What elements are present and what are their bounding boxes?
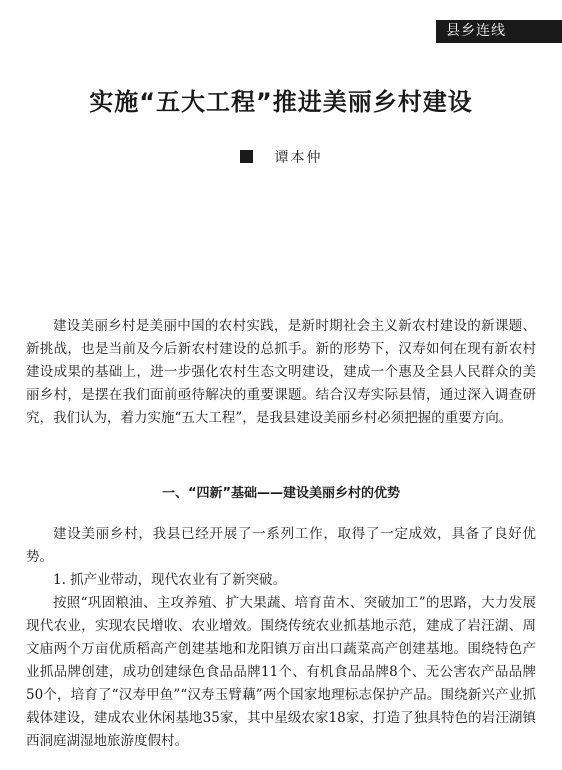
square-bullet-icon xyxy=(240,150,253,163)
intro-paragraph-block xyxy=(26,315,536,430)
section-body xyxy=(26,523,536,753)
author-line xyxy=(0,147,562,167)
section-heading: 一、“四新”基础——建设美丽乡村的优势 xyxy=(161,486,401,501)
intro-paragraph: 建设美丽乡村是美丽中国的农村实践，是新时期社会主义新农村建设的新课题、新挑战，也是当前及今后新农村建设的总抓手。新的形势下，汉寿如何在现有新农村建设成果的基础上，进一步强化农村生态文明建设，建成一个惠及全县人民群众的美丽乡村，是摆在我们面前亟待解决的重要课题。结合汉寿实际县情，通过深入调查研究，我们认为，着力实施“五大工程”，是我县建设美丽乡村必须把握的重要方向。 xyxy=(26,318,536,426)
body-paragraph: 按照“巩固粮油、主攻养殖、扩大果蔬、培育苗木、突破加工”的思路，大力发展现代农业，实现农民增收、农业增效。围绕传统农业抓基地示范，建成了岩汪湖、周文庙两个万亩优质稻高产创建基地和龙阳镇万亩出口蔬菜高产创建基地。围绕特色产业抓品牌创建，成功创建绿色食品品牌11个、有机食品品牌8个、无公害农产品品牌50个，培育了“汉寿甲鱼”“汉寿玉臂藕”两个国家地理标志保护产品。围绕新兴产业抓载体建设，建成农业休闲基地35家，其中星级农家18家，打造了独具特色的岩汪湖镇西洞庭湖湿地旅游度假村。 xyxy=(26,595,536,749)
column-tag: 县乡连线 xyxy=(436,20,562,43)
article-title: 实施“五大工程”推进美丽乡村建设 xyxy=(89,88,473,116)
author-name: 谭本仲 xyxy=(274,150,323,166)
body-paragraph: 建设美丽乡村，我县已经开展了一系列工作，取得了一定成效，具备了良好优势。 xyxy=(26,526,536,565)
body-paragraph: 1. 抓产业带动，现代农业有了新突破。 xyxy=(53,572,287,588)
